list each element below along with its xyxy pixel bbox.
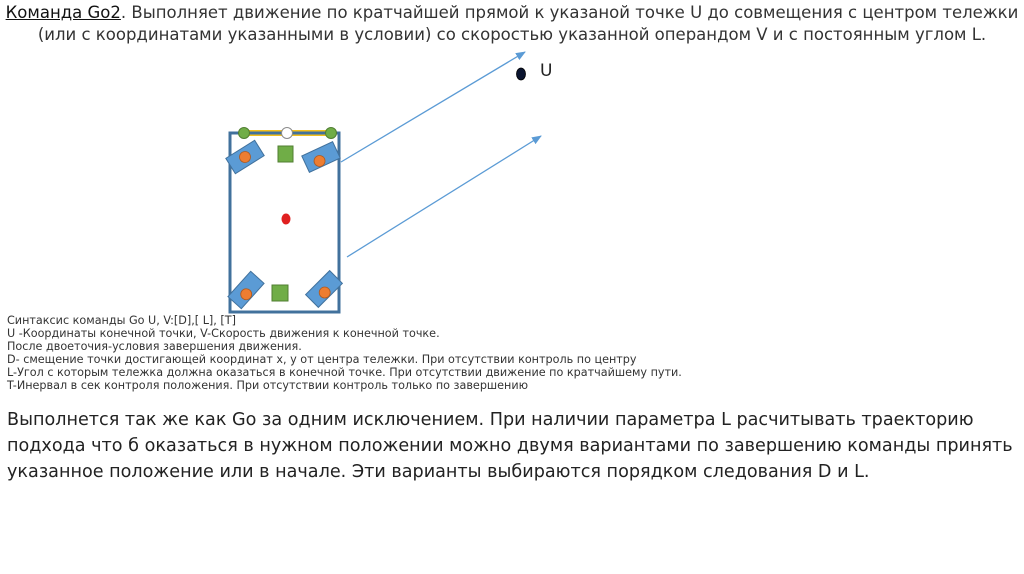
wheel-top-left bbox=[226, 140, 264, 173]
syntax-description bbox=[7, 314, 727, 392]
bar-left-sensor bbox=[239, 128, 250, 139]
title-description: . Выполняет движение по кратчайшей прямой к указаной точке U до совмещения с центром тележки (или с координатами указанными в условии) со скоростью указанной операндом V и с постоянным углом L. bbox=[37, 3, 1019, 44]
target-point bbox=[517, 68, 526, 80]
syntax-line: U -Координаты конечной точки, V-Скорость движения к конечной точке. bbox=[7, 327, 440, 340]
wheel-top-right bbox=[302, 142, 340, 173]
target-label: U bbox=[540, 61, 553, 81]
syntax-line: Синтаксис команды Go U, V:[D],[ L], [T] bbox=[7, 314, 236, 327]
bar-center-sensor bbox=[282, 128, 293, 139]
syntax-line: L-Угол с которым тележка должна оказаться в конечной точке. При отсутствии движение по кратчайшему пути. bbox=[7, 366, 682, 379]
bar-right-sensor bbox=[326, 128, 337, 139]
wheel-bottom-left bbox=[228, 271, 264, 308]
body-paragraph: Выполнется так же как Go за одним исключением. При наличии параметра L расчитывать траекторию подхода что б оказаться в нужном положении можно двумя вариантами по завершению команды принять указанное положение или в начале. Эти варианты выбираются порядком следования D и L. bbox=[7, 410, 1013, 482]
rear-sensor-square bbox=[272, 285, 288, 301]
syntax-line: T-Инервал в сек контроля положения. При отсутствии контроль только по завершению bbox=[7, 379, 529, 392]
command-name: Команда Go2 bbox=[5, 3, 121, 22]
front-sensor-square bbox=[278, 146, 293, 162]
trajectory-arrow-lower bbox=[347, 136, 541, 257]
syntax-line: После двоеточия-условия завершения движения. bbox=[7, 340, 302, 353]
trajectory-arrow-upper bbox=[341, 52, 525, 162]
wheel-bottom-right bbox=[306, 271, 343, 308]
syntax-line: D- смещение точки достигающей координат х, у от центра тележки. При отсутствии контроль по центру bbox=[7, 353, 637, 366]
cart-center-point bbox=[282, 214, 291, 225]
